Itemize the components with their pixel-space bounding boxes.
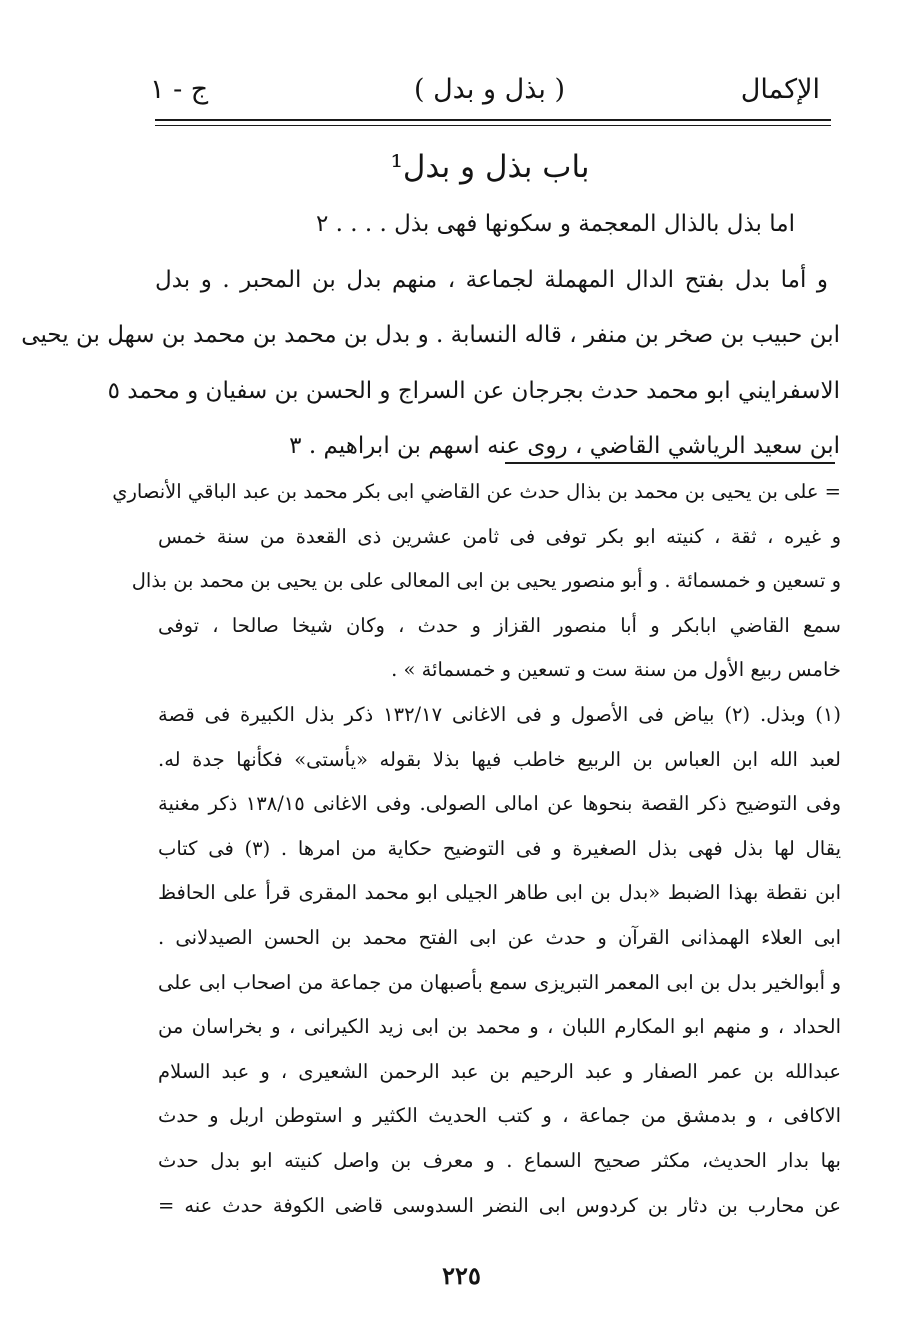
footnote-line: سمع القاضي ابابكر و أبا منصور القزاز و حدث ، وكان شيخا صالحا ، توفى — [158, 613, 841, 637]
main-text-line: و أما بدل بفتح الدال المهملة لجماعة ، منهم بدل بن المحبر . و بدل — [155, 266, 828, 293]
footnote-line: و غيره ، ثقة ، كنيته ابو بكر توفى فى ثامن عشرين ذى القعدة من سنة خمس — [158, 524, 841, 548]
footnote-line: ابن نقطة بهذا الضبط «بدل بن ابى طاهر الجيلى ابو محمد المقرى قرأ على الحافظ — [158, 881, 841, 905]
header-section-title: ( بذل و بدل ) — [413, 74, 565, 105]
header-volume: ج - ١ — [150, 74, 209, 105]
page-number: ٢٢٥ — [442, 1261, 481, 1290]
running-header — [150, 70, 820, 114]
footnote-line: = على بن يحيى بن محمد بن بذال حدث عن القاضي ابى بكر محمد بن عبد الباقي الأنصاري — [112, 480, 841, 503]
footnote-line: وفى التوضيح ذكر القصة بنحوها عن امالى الصولى. وفى الاغانى ١٣٨/١٥ ذكر مغنية — [158, 792, 841, 816]
main-text-line: ابن حبيب بن صخر بن منفر ، قاله النسابة . و بدل بن محمد بن محمد بن سهل بن يحيى — [21, 322, 840, 348]
footnote-line: ابى العلاء الهمذانى القرآن و حدث عن ابى الفتح محمد بن الحسن الصيدلانى . — [158, 925, 841, 949]
main-text-line: اما بذل بالذال المعجمة و سكونها فهى بذل . . . . ٢ — [315, 211, 795, 237]
footnote-line: بها بدار الحديث، مكثر صحيح السماع . و معرف بن واصل كنيته ابو بدل حدث — [158, 1148, 841, 1172]
footnote-line: و تسعين و خمسمائة . و أبو منصور يحيى بن ابى المعالى على بن يحيى بن محمد بن بذال — [131, 569, 841, 593]
footnote-line: عن محارب بن دثار بن كردوس ابى النضر السدوسى قاضى الكوفة حدث عنه = — [158, 1193, 841, 1217]
footnotes-block — [112, 470, 841, 1228]
footnote-line: و أبوالخير بدل بن ابى المعمر التبريزى سمع بأصبهان من جماعة من اصحاب ابى على — [158, 970, 841, 994]
main-text-block — [21, 200, 840, 478]
footnote-line: الاكافى ، و بدمشق من جماعة ، و كتب الحديث الكثير و استوطن اربل و حدث — [158, 1104, 841, 1128]
header-rule-thin — [155, 125, 831, 126]
footnote-separator — [505, 462, 835, 464]
footnote-line: (١) وبذل. (٢) بياض فى الأصول و فى الاغانى ١٣٢/١٧ ذكر بذل الكبيرة فى قصة — [158, 702, 841, 726]
footnote-line: لعبد الله ابن العباس بن الربيع خاطب فيها بذلا بقوله «يأستى» فكأنها جدة له. — [158, 747, 841, 771]
header-rule-thick — [155, 119, 831, 121]
main-text-line: ابن سعيد الرياشي القاضي ، روى عنه اسهم بن ابراهيم . ٣ — [289, 433, 840, 459]
footnote-line: يقال لها بذل فهى بذل الصغيرة و فى التوضيح حكاية من امرها . (٣) فى كتاب — [158, 836, 841, 860]
footnote-line: خامس ربيع الأول من سنة ست و تسعين و خمسمائة » . — [391, 658, 841, 682]
footnote-line: عبدالله بن عمر الصفار و عبد الرحيم بن عبد الرحمن الشعيرى ، و عبد السلام — [158, 1059, 841, 1083]
header-book-title: الإكمال — [740, 74, 820, 105]
footnote-line: الحداد ، و منهم ابو المكارم اللبان ، و محمد بن ابى زيد الكيرانى ، و بخراسان من — [158, 1015, 841, 1039]
chapter-title: باب بذل و بدل¹ — [390, 149, 590, 185]
main-text-line: الاسفرايني ابو محمد حدث بجرجان عن السراج و الحسن بن سفيان و محمد ٥ — [107, 377, 840, 404]
